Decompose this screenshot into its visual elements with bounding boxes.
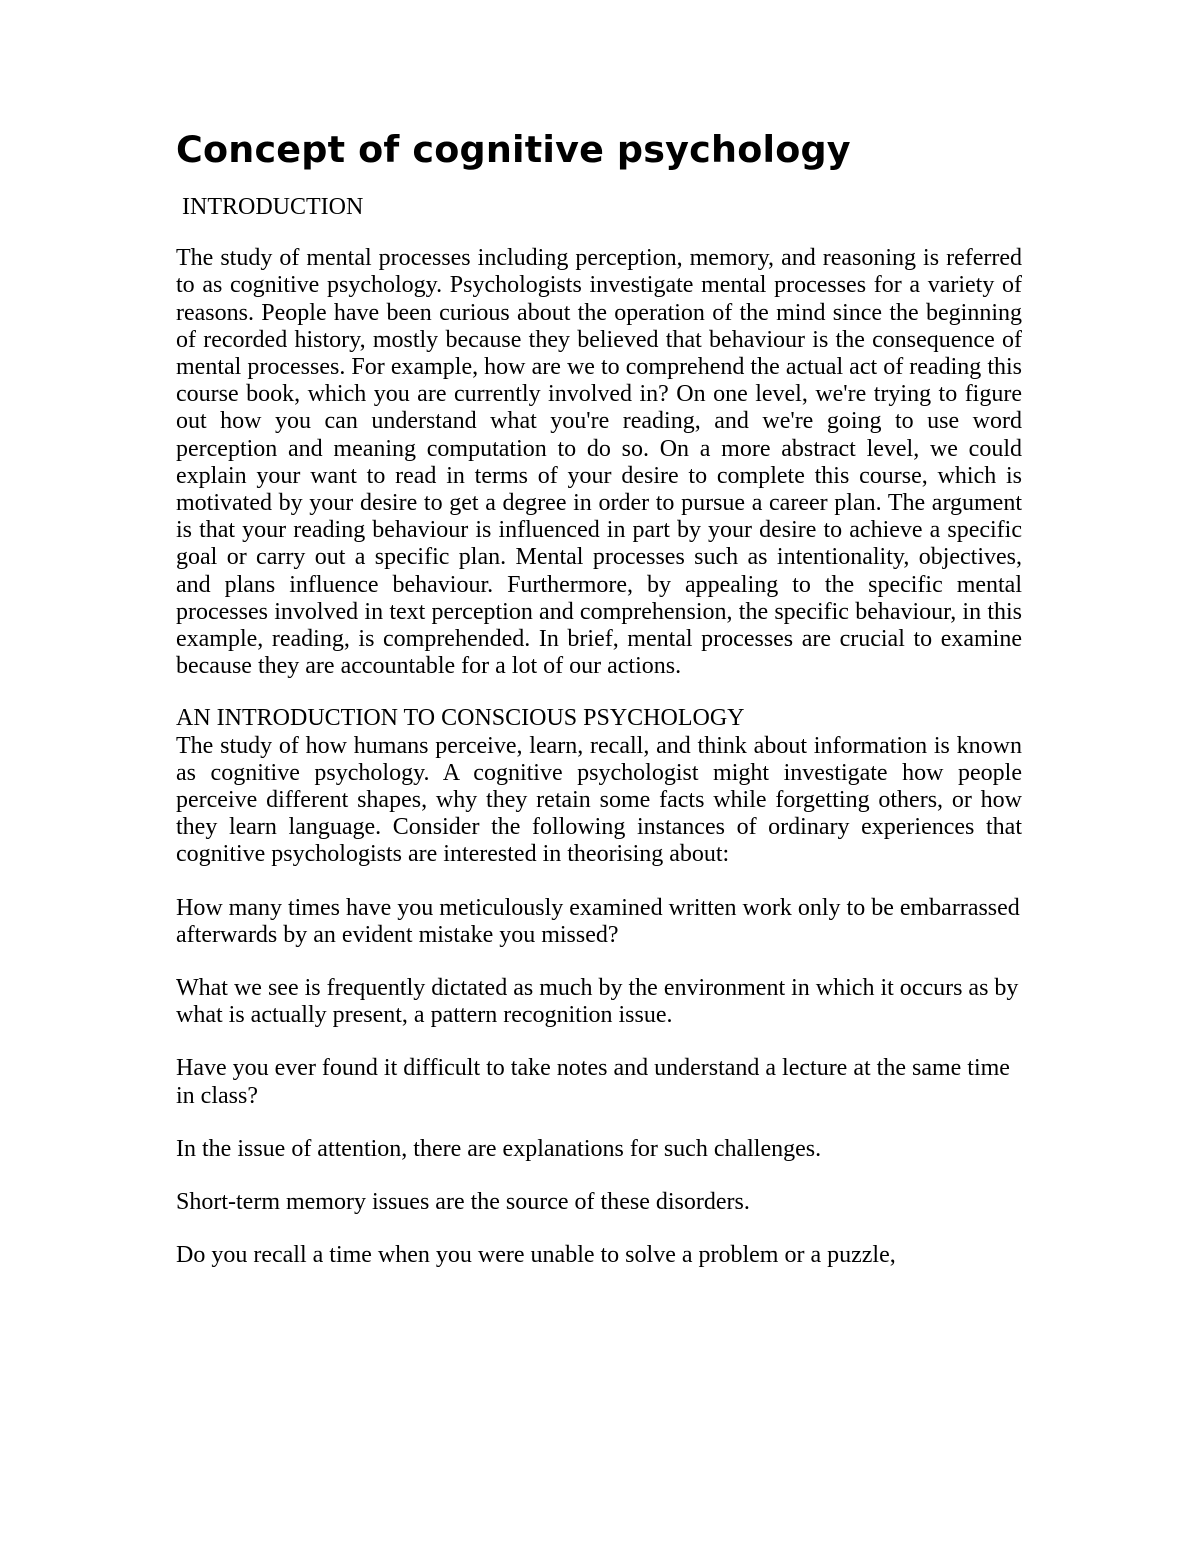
section-heading: AN INTRODUCTION TO CONSCIOUS PSYCHOLOGY [176,705,745,732]
paragraph: Short-term memory issues are the source of these disorders. [176,1189,750,1216]
paragraph: Do you recall a time when you were unable to solve a problem or a puzzle, [176,1242,896,1269]
intro-paragraph: The study of mental processes including perception, memory, and reasoning is referred to as cognitive psychology. Psychologists investigate mental processes for a variety of reasons. People have been curious about the operation of the mind since the beginning of recorded history, mostly because they believed that behaviour is the consequence of mental processes. For example, how are we to comprehend the actual act of reading this course book, which you are currently involved in? On one level, we're trying to figure out how you can understand what you're reading, and we're going to use word perception and meaning computation to do so. On a more abstract level, we could explain your want to read in terms of your desire to complete this course, which is motivated by your desire to get a degree in order to pursue a career plan. The argument is that your reading behaviour is influenced in part by your desire to achieve a specific goal or carry out a specific plan. Mental processes such as intentionality, objectives, and plans influence behaviour. Furthermore, by appealing to the specific mental processes involved in text perception and comprehension, the specific behaviour, in this example, reading, is comprehended. In brief, mental processes are crucial to examine because they are accountable for a lot of our actions. [176,245,1022,680]
section-paragraph: The study of how humans perceive, learn, recall, and think about information is known as cognitive psychology. A cognitive psychologist might investigate how people perceive different shapes, why they retain some facts while forgetting others, or how they learn language. Consider the following instances of ordinary experiences that cognitive psychologists are interested in theorising about: [176,732,1022,868]
document-page [176,126,1022,1270]
document-title: Concept of cognitive psychology [176,128,851,171]
paragraph: How many times have you meticulously examined written work only to be embarrassed afterwards by an evident mistake you missed? [176,894,1020,948]
paragraph: In the issue of attention, there are explanations for such challenges. [176,1135,822,1162]
paragraph: Have you ever found it difficult to take notes and understand a lecture at the same time in class? [176,1055,1010,1109]
paragraph: What we see is frequently dictated as much by the environment in which it occurs as by what is actually present, a pattern recognition issue. [176,975,1019,1029]
intro-heading: INTRODUCTION [182,194,364,220]
